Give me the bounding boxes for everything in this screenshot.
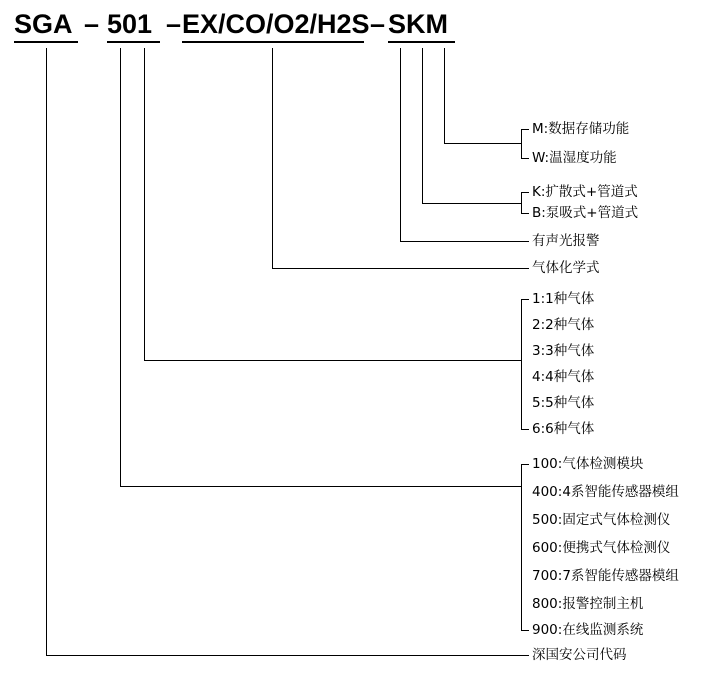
code-segment-sga: SGA <box>14 8 78 43</box>
tick-series-100 <box>521 464 529 465</box>
connector-storage <box>444 143 521 144</box>
code-dash-2: – <box>166 9 182 39</box>
leader-line-gas-count <box>144 48 145 360</box>
label-gas-1: 1:1种气体 <box>532 291 595 307</box>
label-gas-6: 6:6种气体 <box>532 421 595 437</box>
label-storage-m: M:数据存储功能 <box>532 121 630 137</box>
label-gas-5: 5:5种气体 <box>532 395 595 411</box>
connector-product-series <box>120 486 521 487</box>
connector-sensor-principle <box>272 268 529 269</box>
code-segment-skm: SKM <box>388 8 455 43</box>
leader-line-sga <box>46 48 47 655</box>
tick-sampling-k <box>521 192 529 193</box>
bracket-storage <box>521 129 522 158</box>
label-alarm: 有声光报警 <box>532 233 600 249</box>
bracket-product-series <box>521 464 522 630</box>
label-series-600: 600:便携式气体检测仪 <box>532 540 671 556</box>
leader-line-sampling <box>422 48 423 203</box>
code-segment-501: 501 <box>107 8 160 43</box>
label-series-700: 700:7系智能传感器模组 <box>532 568 679 584</box>
leader-line-alarm <box>400 48 401 241</box>
connector-gas-count <box>144 360 521 361</box>
connector-alarm <box>400 241 529 242</box>
leader-line-series <box>120 48 121 486</box>
label-company-code: 深国安公司代码 <box>532 647 627 663</box>
code-dash-1: – <box>84 9 100 39</box>
label-series-400: 400:4系智能传感器模组 <box>532 484 679 500</box>
connector-company-code <box>46 655 529 656</box>
tick-storage-m <box>521 129 529 130</box>
label-series-100: 100:气体检测模块 <box>532 456 644 472</box>
code-dash-3: – <box>370 9 386 39</box>
leader-line-storage <box>444 48 445 143</box>
label-sampling-k: K:扩散式+管道式 <box>532 184 638 200</box>
tick-storage-w <box>521 158 529 159</box>
tick-series-900 <box>521 630 529 631</box>
label-storage-w: W:温湿度功能 <box>532 150 617 166</box>
label-gas-3: 3:3种气体 <box>532 343 595 359</box>
bracket-gas-count <box>521 299 522 429</box>
label-series-900: 900:在线监测系统 <box>532 622 644 638</box>
tick-gas-1 <box>521 299 529 300</box>
tick-sampling-b <box>521 213 529 214</box>
bracket-sampling <box>521 192 522 213</box>
code-segment-gases: EX/CO/O2/H2S <box>182 8 364 43</box>
model-code-line <box>0 8 728 56</box>
label-sampling-b: B:泵吸式+管道式 <box>532 205 639 221</box>
label-series-500: 500:固定式气体检测仪 <box>532 512 671 528</box>
label-gas-2: 2:2种气体 <box>532 317 595 333</box>
tick-gas-6 <box>521 429 529 430</box>
label-sensor-principle: 气体化学式 <box>532 260 600 276</box>
connector-sampling <box>422 203 521 204</box>
leader-line-sensor-principle <box>272 48 273 268</box>
label-gas-4: 4:4种气体 <box>532 369 595 385</box>
label-series-800: 800:报警控制主机 <box>532 596 644 612</box>
